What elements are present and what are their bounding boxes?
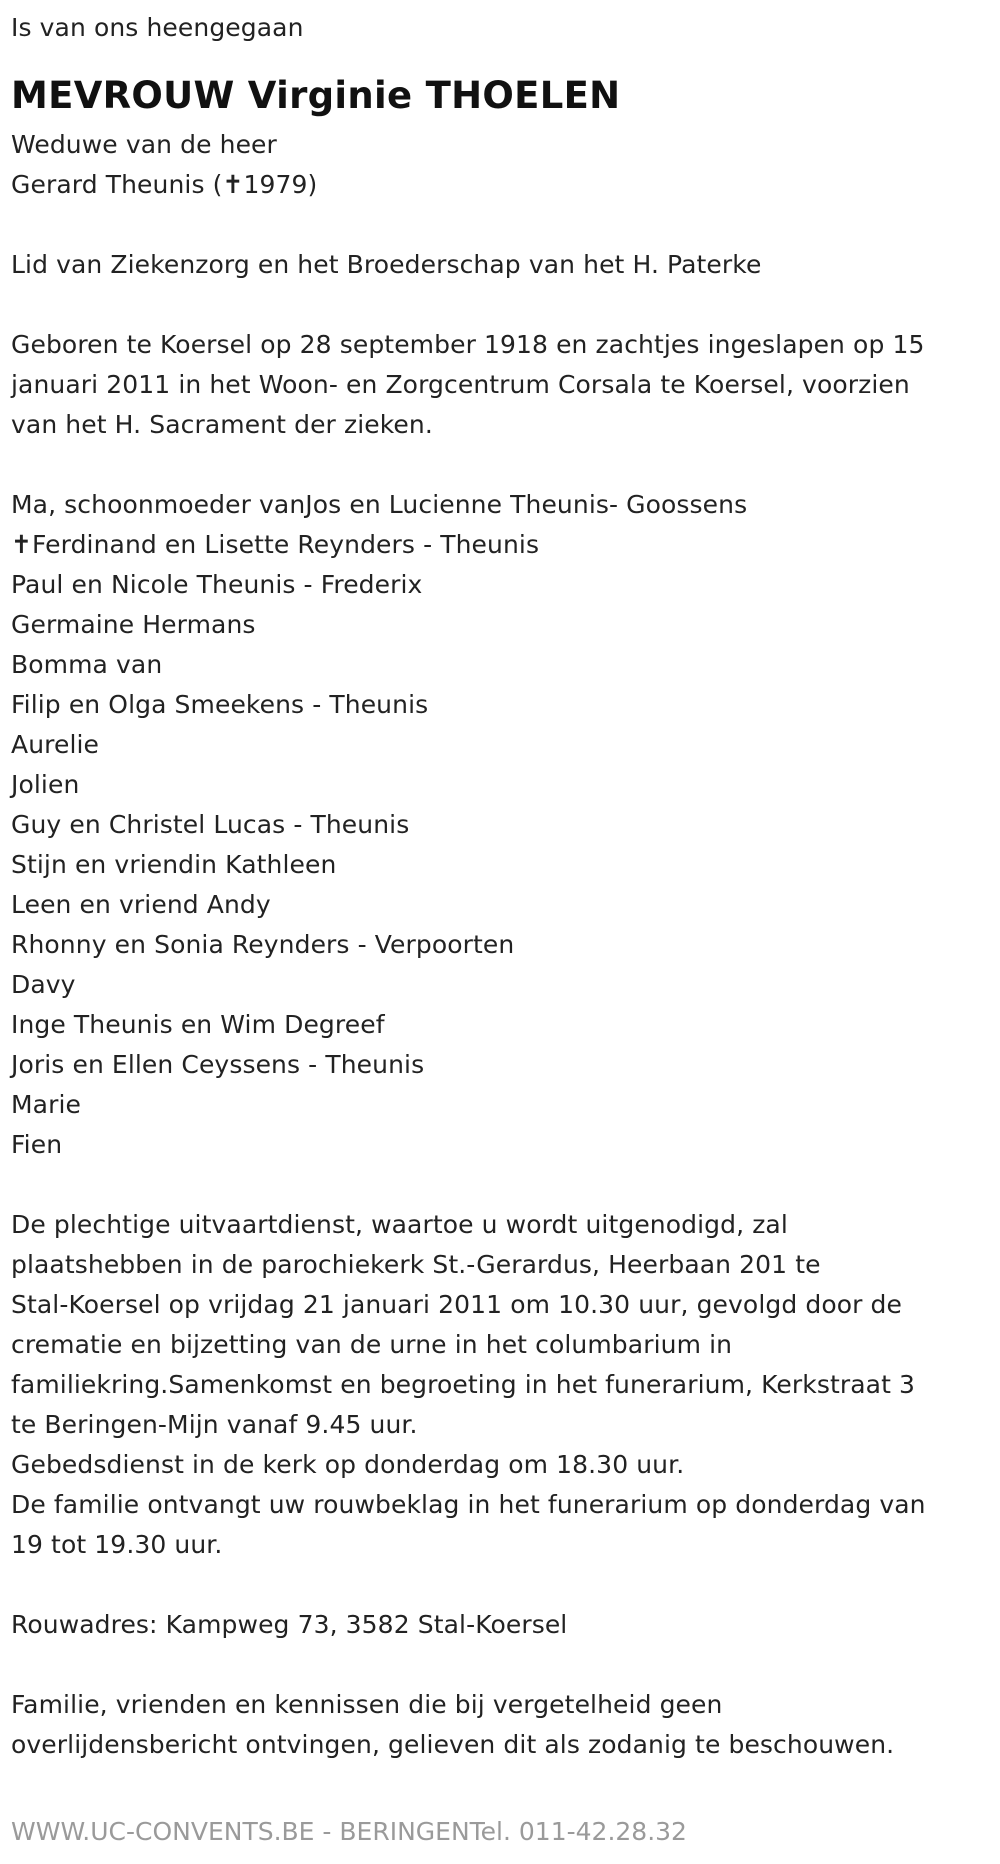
family-member: Guy en Christel Lucas - Theunis	[11, 810, 410, 839]
widow-line-2: Gerard Theunis (✝1979)	[11, 170, 318, 199]
funeral-line: plaatshebben in de parochiekerk St.-Gerardus, Heerbaan 201 te	[11, 1250, 821, 1279]
family-member: ✝Ferdinand en Lisette Reynders - Theunis	[11, 530, 540, 559]
obituary-notice	[11, 8, 986, 1765]
intro-text: Is van ons heengegaan	[11, 13, 304, 42]
funeral-line: De plechtige uitvaartdienst, waartoe u wordt uitgenodigd, zal	[11, 1210, 788, 1239]
spacer	[11, 1165, 986, 1205]
funeral-line: crematie en bijzetting van de urne in het columbarium in	[11, 1330, 733, 1359]
family-member: Leen en vriend Andy	[11, 890, 271, 919]
funeral-line: 19 tot 19.30 uur.	[11, 1530, 223, 1559]
closing-line-2: overlijdensbericht ontvingen, gelieven dit als zodanig te beschouwen.	[11, 1730, 895, 1759]
funeral-line: Gebedsdienst in de kerk op donderdag om 18.30 uur.	[11, 1450, 685, 1479]
funeral-line: Stal-Koersel op vrijdag 21 januari 2011 om 10.30 uur, gevolgd door de	[11, 1290, 902, 1319]
family-member: Aurelie	[11, 730, 100, 759]
membership-text: Lid van Ziekenzorg en het Broederschap van het H. Paterke	[11, 250, 762, 279]
funeral-home-footer: WWW.UC-CONVENTS.BE - BERINGENTel. 011-42.28.32	[11, 1817, 687, 1846]
family-member: Filip en Olga Smeekens - Theunis	[11, 690, 429, 719]
family-member: Paul en Nicole Theunis - Frederix	[11, 570, 423, 599]
birth-line-3: van het H. Sacrament der zieken.	[11, 410, 433, 439]
family-member: Stijn en vriendin Kathleen	[11, 850, 337, 879]
spacer	[11, 445, 986, 485]
closing-line-1: Familie, vrienden en kennissen die bij vergetelheid geen	[11, 1690, 723, 1719]
family-member: Rhonny en Sonia Reynders - Verpoorten	[11, 930, 515, 959]
spacer	[11, 1645, 986, 1685]
family-member: Joris en Ellen Ceyssens - Theunis	[11, 1050, 425, 1079]
family-member: Marie	[11, 1090, 81, 1119]
funeral-line: familiekring.Samenkomst en begroeting in het funerarium, Kerkstraat 3	[11, 1370, 916, 1399]
family-member: Germaine Hermans	[11, 610, 256, 639]
family-list	[11, 485, 986, 1165]
family-member: Fien	[11, 1130, 63, 1159]
birth-line-1: Geboren te Koersel op 28 september 1918 en zachtjes ingeslapen op 15	[11, 330, 925, 359]
family-member: Jolien	[11, 770, 80, 799]
spacer	[11, 205, 986, 245]
spacer	[11, 285, 986, 325]
funeral-details	[11, 1205, 986, 1565]
deceased-name: MEVROUW Virginie THOELEN	[11, 74, 621, 117]
family-member: Bomma van	[11, 650, 163, 679]
family-member: Inge Theunis en Wim Degreef	[11, 1010, 385, 1039]
funeral-line: De familie ontvangt uw rouwbeklag in het funerarium op donderdag van	[11, 1490, 926, 1519]
birth-line-2: januari 2011 in het Woon- en Zorgcentrum Corsala te Koersel, voorzien	[11, 370, 910, 399]
funeral-line: te Beringen-Mijn vanaf 9.45 uur.	[11, 1410, 418, 1439]
mourning-address: Rouwadres: Kampweg 73, 3582 Stal-Koersel	[11, 1610, 568, 1639]
spacer	[11, 1565, 986, 1605]
family-member: Ma, schoonmoeder vanJos en Lucienne Theunis- Goossens	[11, 490, 748, 519]
widow-line-1: Weduwe van de heer	[11, 130, 277, 159]
family-member: Davy	[11, 970, 76, 999]
